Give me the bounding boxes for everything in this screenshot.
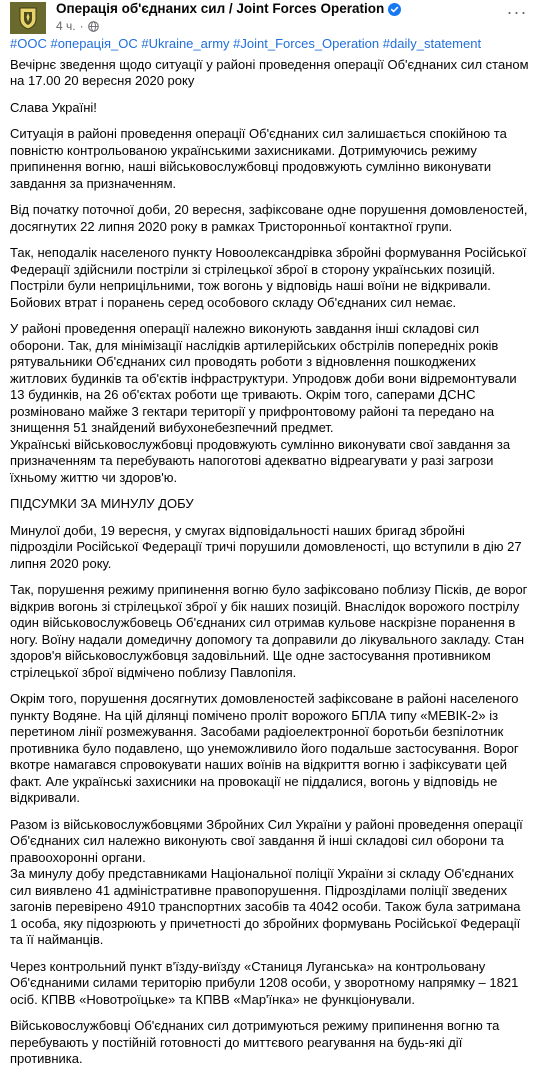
post-paragraph: За минулу добу представниками Національної поліції України зі складу Об'єднаних сил виявлено 41 адміністративне правопорушення. Підрозділами поліції зведених загонів перевірено 4910 транспортних засобів та 4042 особи. Також була затримана 1 особа, яку підозрюють у причетності до збройних формувань Російської Федерації та її найманців. [10,866,521,947]
post-paragraph: Від початку поточної доби, 20 вересня, зафіксоване одне порушення домовленостей, досягнутих 22 липня 2020 року в рамках Тристоронньої контактної групи. [10,202,528,234]
post-paragraph: Через контрольний пункт в'їзду-виїзду «Станиця Луганська» на контрольовану Об'єднаними силами територію прибули 1208 особи, у зворотному напрямку – 1821 осіб. КПВВ «Новотроїцьке» та КПВВ «Мар'їнка» не функціонували. [10,958,519,1007]
post-paragraph: Разом із військовослужбовцями Збройних Сил України у районі проведення операції Об'єднаних сил належно виконують свої завдання й інші складові сил оборони та правоохоронні органи. [10,816,523,865]
post-paragraph: Так, порушення режиму припинення вогню було зафіксовано поблизу Пісків, де ворог відкрив вогонь зі стрілецької зброї у бік наших позицій. Внаслідок ворожого пострілу один військовослужбовець Об'єднаних сил отримав кульове наскрізне поранення в ногу. Воїну надали домедичну допомогу та доправили до лікувального закладу. Стан здоров'я військовослужбовця задовільний. Ще одне застосування противником стрілецької зброї відмічено поблизу Павлопіля. [10,582,528,680]
post-paragraph: Минулої доби, 19 вересня, у смугах відповідальності наших бригад збройні підрозділи Російської Федерації тричі порушили домовленості, що вступили в дію 27 липня 2020 року. [10,522,522,571]
hashtag-link[interactable]: #Joint_Forces_Operation [233,36,380,51]
hashtag-link[interactable]: #ООС [10,36,47,51]
post-paragraph: Так, неподалік населеного пункту Новоолександрівка збройні формування Російської Федерації здійснили постріли зі стрілецької зброї в сторону українських позицій. Постріли були неприцільними, тож вогонь у відповідь наші воїни не відкривали. Бойових втрат і поранень серед особового складу Об'єднаних сил немає. [10,245,527,310]
post-body [0,36,541,1068]
globe-icon [88,21,99,32]
verified-badge-icon [388,3,401,16]
page-avatar[interactable] [10,2,46,34]
post-paragraph: Військовослужбовці Об'єднаних сил дотримуються режиму припинення вогню та перебувають у постійній готовності до миттєвого реагування на будь-які дії противника. [10,1018,500,1066]
post-meta [56,19,401,34]
post-paragraph: Слава Україні! [10,99,97,115]
post-header [0,0,541,36]
hashtag-link[interactable]: #операція_ОС [50,36,138,51]
post-paragraph: У районі проведення операції належно виконують завдання інші складові сил оборони. Так, для мінімізації наслідків артилерійських обстрілів попередніх років рятувальники Об'єднаних сил проводять роботи з відновлення пошкоджених житлових будинків та об'єктів інфраструктури. Упродовж доби вони відремонтували 13 будинків, на 26 об'єктах роботи ще тривають. Окрім того, саперами ДСНС розміновано майже 3 гектари території у прифронтовому районі та передано на знищення 51 знайдений вибухонебезпечний предмет. [10,321,517,435]
post-paragraph: Окрім того, порушення досягнутих домовленостей зафіксоване в районі населеного пункту Водяне. На цій ділянці помічено проліт ворожого БПЛА типу «МЕВІК-2» із перетином лінії розмежування. Засобами радіоелектронної боротьби безпілотник противника було подавлено, що унеможливило його подальше застосування. Ворог вкотре намагався спровокувати наших воїнів на відкриття вогню і зафіксувати цей факт. Але українські захисники на провокації не піддалися, вогонь у відповідь не відкривали. [10,691,519,805]
post-paragraph: Українські військовослужбовці продовжують сумлінно виконувати свої завдання за призначенням та перебувають напоготові адекватно відреагувати у разі загрози їхньому життю чи здоров'ю. [10,436,511,485]
hashtag-list [10,36,531,53]
hashtag-link[interactable]: #daily_statement [382,36,482,51]
jfo-emblem-icon [10,2,46,34]
more-options-icon[interactable]: ··· [506,1,528,22]
header-text [56,1,401,34]
hashtag-link[interactable]: #Ukraine_army [141,36,230,51]
post-time[interactable]: 4 ч. [56,19,76,33]
post-section-heading: ПІДСУМКИ ЗА МИНУЛУ ДОБУ [10,496,194,511]
post-paragraph: Вечірнє зведення щодо ситуації у районі проведення операції Об'єднаних сил станом на 17.00 20 вересня 2020 року [10,56,529,88]
page-name-row [56,1,401,17]
meta-separator: · [79,19,84,33]
page-name[interactable]: Операція об'єднаних сил / Joint Forces Operation [56,1,385,16]
post-paragraph: Ситуація в районі проведення операції Об'єднаних сил залишається спокійною та повністю контрольованою українськими захисниками. Дотримуючись режиму припинення вогню, наші військовослужбовці продовжують сумлінно виконувати завдання за призначенням. [10,126,507,191]
